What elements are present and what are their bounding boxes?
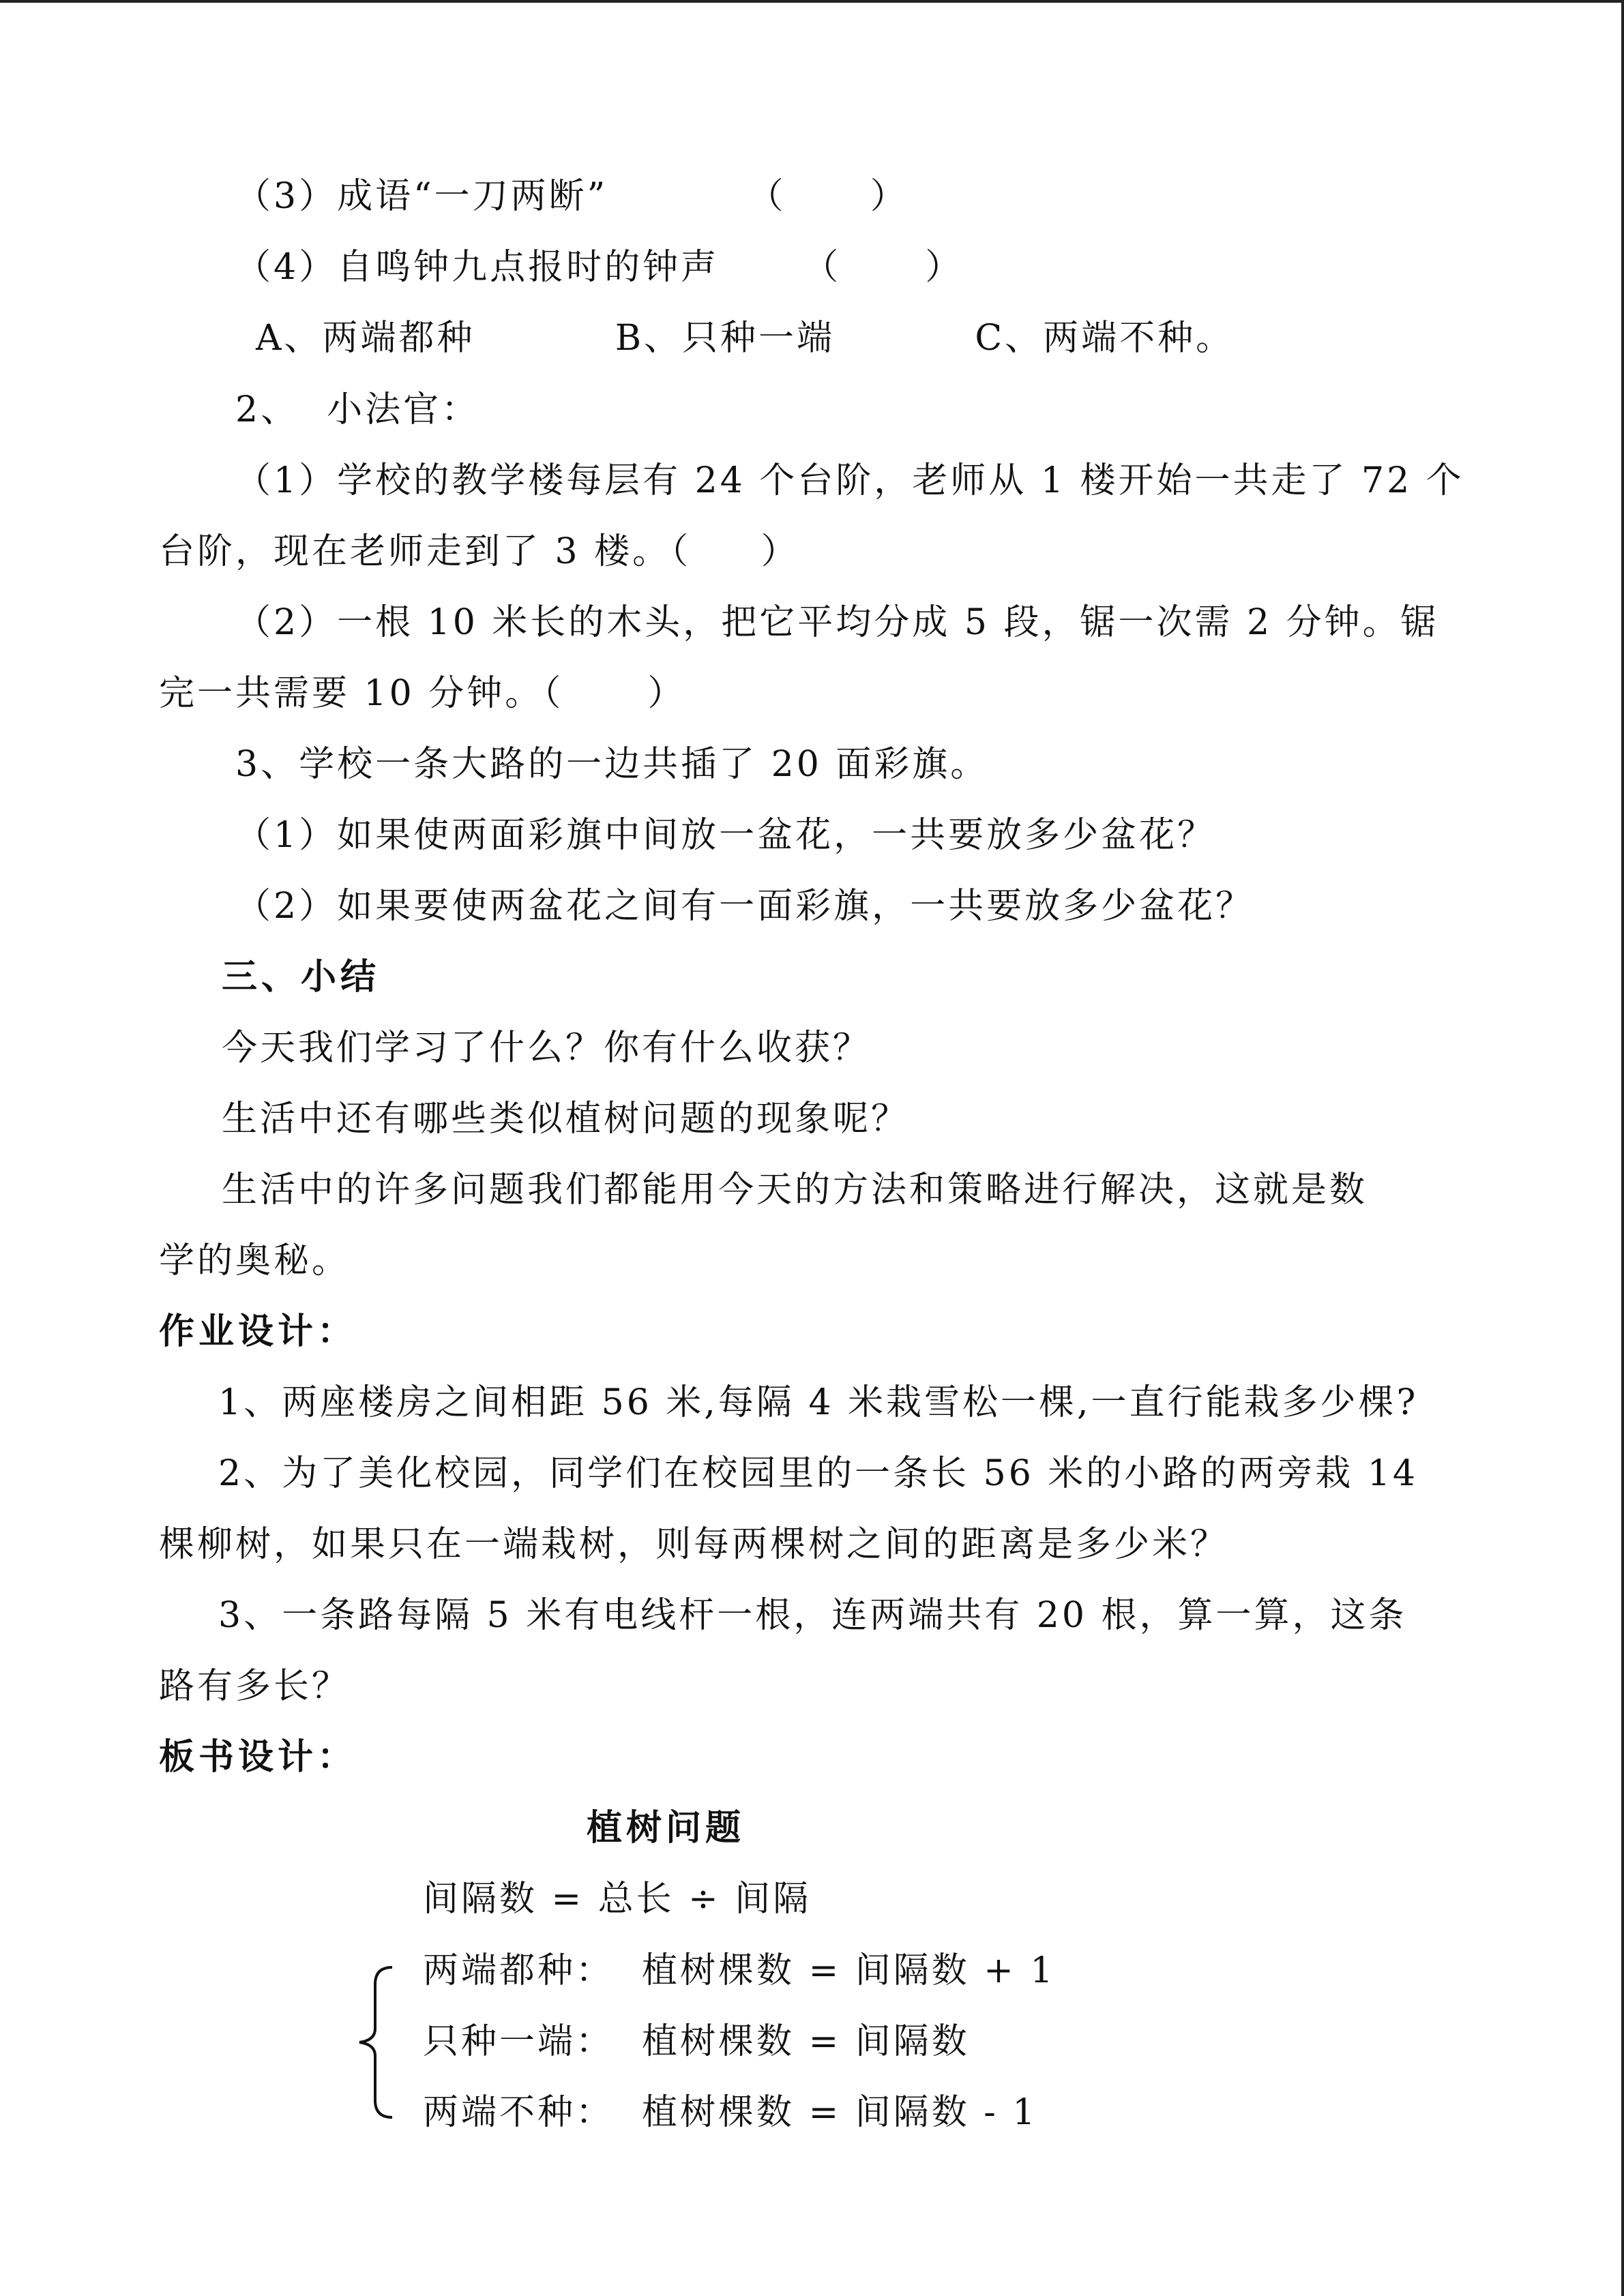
homework-2-line-1: 2、为了美化校园，同学们在校园里的一条长 56 米的小路的两旁栽 14 <box>218 1453 1419 1494</box>
homework-3-line-1: 3、一条路每隔 5 米有电线杆一根，连两端共有 20 根，算一算，这条 <box>218 1595 1407 1636</box>
judge-1-line-1: （1）学校的教学楼每层有 24 个台阶，老师从 1 楼开始一共走了 72 个 <box>235 460 1464 501</box>
flag-question-1: （1）如果使两面彩旗中间放一盆花，一共要放多少盆花？ <box>235 815 1216 856</box>
formula-no-ends: 两端不种： 植树棵数 = 间隔数 - 1 <box>423 2092 1038 2133</box>
summary-line-1: 今天我们学习了什么？你有什么收获？ <box>222 1028 872 1069</box>
summary-line-2: 生活中还有哪些类似植树问题的现象呢？ <box>222 1099 910 1139</box>
page-border-right <box>1621 0 1624 2296</box>
formula-one-end: 只种一端： 植树棵数 = 间隔数 <box>423 2021 970 2062</box>
homework-3-line-2: 路有多长？ <box>159 1666 351 1707</box>
section-2-heading: 2、 小法官： <box>235 389 480 430</box>
page-border-top <box>0 0 1624 3</box>
homework-2-line-2: 棵柳树，如果只在一端栽树，则每两棵树之间的距离是多少米？ <box>159 1524 1229 1565</box>
question-4-clock: （4）自鸣钟九点报时的钟声 （ ） <box>235 247 964 288</box>
formula-interval: 间隔数 = 总长 ÷ 间隔 <box>423 1879 812 1920</box>
board-title: 植树问题 <box>587 1808 745 1849</box>
summary-line-4: 学的奥秘。 <box>159 1240 351 1281</box>
homework-heading: 作业设计： <box>159 1311 357 1352</box>
flag-question-2: （2）如果要使两盆花之间有一面彩旗，一共要放多少盆花？ <box>235 886 1254 927</box>
judge-2-line-1: （2）一根 10 米长的木头，把它平均分成 5 段，锯一次需 2 分钟。锯 <box>235 602 1439 643</box>
summary-line-3: 生活中的许多问题我们都能用今天的方法和策略进行解决，这就是数 <box>222 1169 1368 1210</box>
answer-options: A、两端都种 B、只种一端 C、两端不种。 <box>256 318 1235 359</box>
judge-1-line-2: 台阶，现在老师走到了 3 楼。（ ） <box>159 531 799 572</box>
section-3-heading: 3、学校一条大路的一边共插了 20 面彩旗。 <box>235 744 989 785</box>
formula-both-ends: 两端都种： 植树棵数 = 间隔数 + 1 <box>423 1950 1056 1991</box>
judge-2-line-2: 完一共需要 10 分钟。（ ） <box>159 673 686 714</box>
question-3-idiom: （3）成语“一刀两断” （ ） <box>235 176 909 217</box>
homework-1: 1、两座楼房之间相距 56 米,每隔 4 米栽雪松一棵,一直行能栽多少棵? <box>218 1382 1419 1423</box>
board-design-heading: 板书设计： <box>159 1737 357 1778</box>
summary-heading: 三、小结 <box>222 957 381 998</box>
left-brace-icon <box>351 1964 399 2121</box>
